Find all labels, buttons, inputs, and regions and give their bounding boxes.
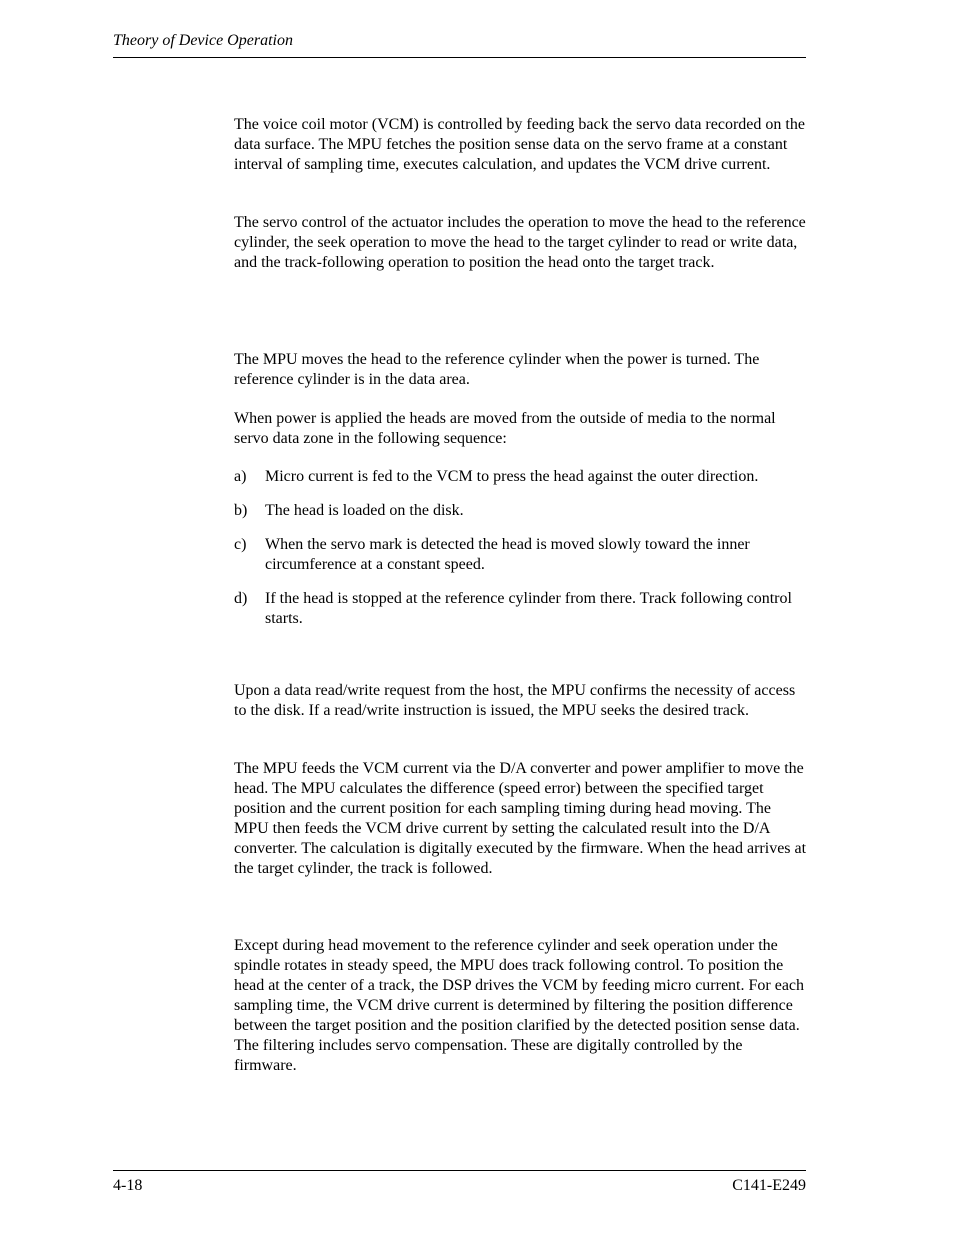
paragraph-seek-request: Upon a data read/write request from the host, the MPU confirms the necessity of access to the disk. If a read/write instruction is issued, the MPU seeks the desired track. <box>234 682 796 719</box>
list-item-a <box>234 467 809 487</box>
running-header: Theory of Device Operation <box>113 32 293 49</box>
list-item-d <box>234 589 809 629</box>
paragraph-vcm-control: The voice coil motor (VCM) is controlled by feeding back the servo data recorded on the data surface. The MPU fetches the position sense data on the servo frame at a constant interval of sampling time, executes calculation, and updates the VCM drive current. <box>234 116 805 173</box>
list-item-b <box>234 501 809 521</box>
paragraph-seek-operation: The MPU feeds the VCM current via the D/A converter and power amplifier to move the head. The MPU calculates the difference (speed error) between the specified target position and the current position for each sampling timing during head moving. The MPU then feeds the VCM drive current by setting the calculated result into the D/A converter. The calculation is digitally executed by the firmware. When the head arrives at the target cylinder, the track is followed. <box>234 760 807 877</box>
list-item-text: When the servo mark is detected the head is moved slowly toward the inner circumference at a constant speed. <box>265 536 750 573</box>
document-code: C141-E249 <box>732 1177 806 1194</box>
page-number: 4-18 <box>113 1177 143 1194</box>
paragraph-power-sequence: When power is applied the heads are moved from the outside of media to the normal servo data zone in the following sequence: <box>234 410 776 447</box>
paragraph-reference-cylinder: The MPU moves the head to the reference cylinder when the power is turned. The reference cylinder is in the data area. <box>234 351 760 388</box>
header-divider <box>113 57 806 58</box>
footer-divider <box>113 1170 806 1171</box>
list-marker: c) <box>234 536 247 553</box>
paragraph-track-following: Except during head movement to the reference cylinder and seek operation under the spindle rotates in steady speed, the MPU does track following control. To position the head at the center of a track, the DSP drives the VCM by feeding micro current. For each sampling time, the VCM drive current is determined by filtering the position difference between the target position and the position clarified by the detected position sense data. The filtering includes servo compensation. These are digitally controlled by the firmware. <box>234 937 805 1074</box>
list-item-c <box>234 535 809 575</box>
list-item-text: If the head is stopped at the reference cylinder from there. Track following control starts. <box>265 590 792 627</box>
list-marker: d) <box>234 590 248 607</box>
list-item-text: Micro current is fed to the VCM to press the head against the outer direction. <box>265 468 759 485</box>
list-marker: b) <box>234 502 248 519</box>
paragraph-servo-control: The servo control of the actuator includes the operation to move the head to the reference cylinder, the seek operation to move the head to the target cylinder to read or write data, and the track-following operation to position the head onto the target track. <box>234 214 806 271</box>
list-marker: a) <box>234 468 247 485</box>
list-item-text: The head is loaded on the disk. <box>265 502 464 519</box>
